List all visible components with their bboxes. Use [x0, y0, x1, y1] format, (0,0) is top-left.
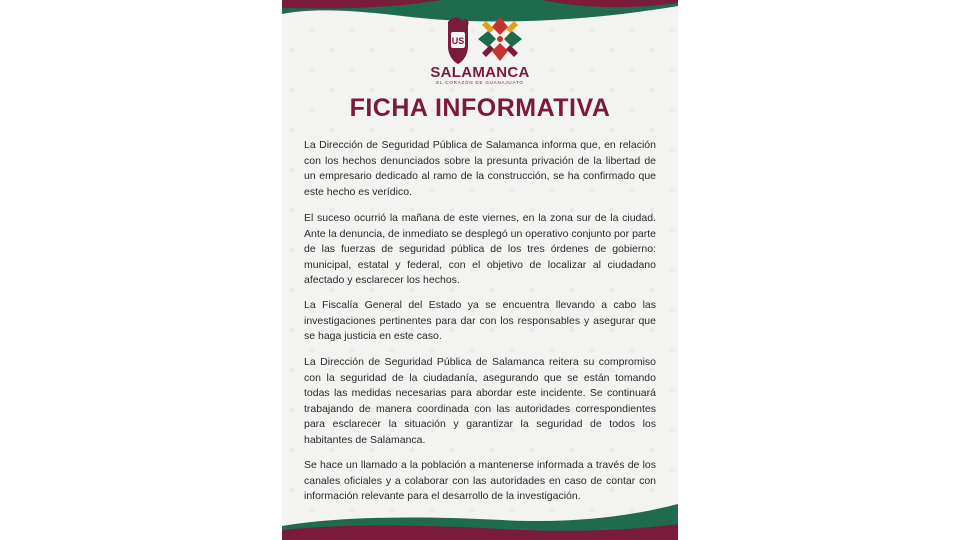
- seal-icon: [448, 17, 469, 64]
- paragraph-2: El suceso ocurrió la mañana de este viernes, en la zona sur de la ciudad. Ante la denuncia, de inmediato se desplegó un operativo conjunto por parte de las fuerzas de seguridad pública de los tres órdenes de gobierno: municipal, estatal y federal, con el objetivo de localizar al ciudadano afectado y esclarecer los hechos.: [304, 212, 656, 287]
- paragraph-5: Se hace un llamado a la población a mantenerse informada a través de los canales oficiales y a colaborar con las autoridades en caso de contar con información relevante para el desarrollo de la investigación.: [304, 459, 656, 503]
- ornament-icon: [478, 17, 522, 61]
- document-sheet: [282, 0, 678, 540]
- paragraph-4: La Dirección de Seguridad Pública de Salamanca reitera su compromiso con la seguridad de la ciudadanía, asegurando que se están tomando todas las medidas necesarias para abordar este incidente. Se continuará trabajando de manera coordinada con las autoridades correspondientes para esclarecer la situación y garantizar la seguridad de todos los habitantes de Salamanca.: [304, 356, 656, 446]
- svg-text:US: US: [451, 36, 465, 46]
- brand-tagline: EL CORAZÓN DE GUANAJUATO: [436, 80, 524, 85]
- bottom-decorative-wave: [282, 496, 678, 540]
- paragraph-1: La Dirección de Seguridad Pública de Salamanca informa que, en relación con los hechos denunciados sobre la presunta privación de la libertad de un empresario dedicado al ramo de la construcción, se ha confirmado que este hecho es verídico.: [304, 139, 656, 198]
- page-title: FICHA INFORMATIVA: [349, 94, 611, 122]
- brand-name: SALAMANCA: [430, 64, 530, 81]
- paragraph-3: La Fiscalía General del Estado ya se encuentra llevando a cabo las investigaciones pertinentes para dar con los responsables y asegurar que se haga justicia en este caso.: [304, 299, 656, 343]
